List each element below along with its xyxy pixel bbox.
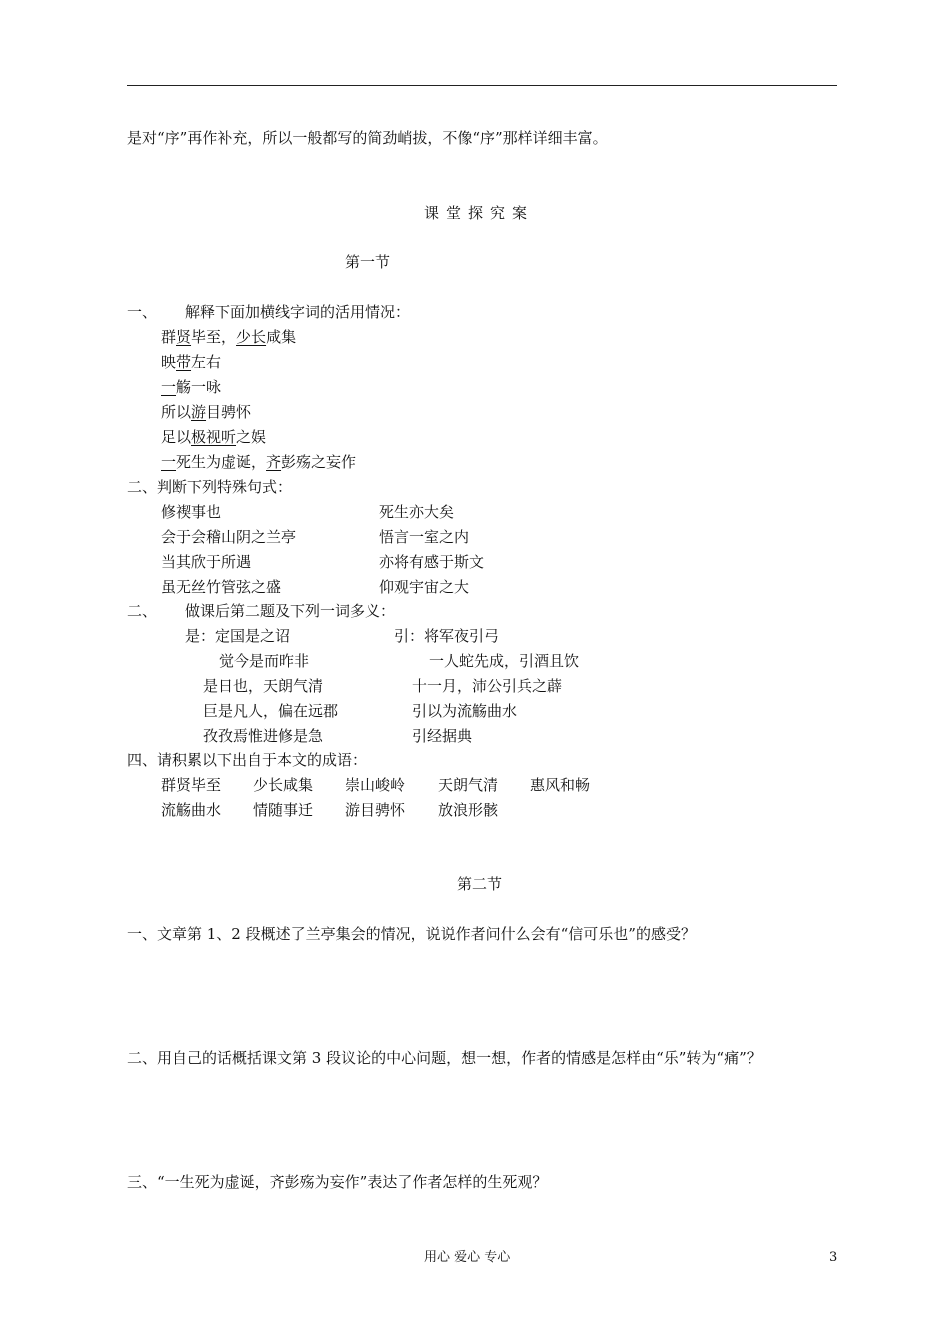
- polysemy-example: 孜孜焉惟进修是急: [203, 727, 324, 745]
- item-text: 群: [161, 328, 177, 346]
- underlined-term: 带: [176, 353, 192, 371]
- part1-heading: 第一节: [345, 253, 391, 271]
- underlined-term: 一: [161, 453, 177, 471]
- page-number: 3: [829, 1250, 838, 1265]
- intro-line: 是对“序”再作补充，所以一般都写的简劲峭拔，不像“序”那样详细丰富。: [127, 129, 608, 147]
- idiom: 少长咸集: [253, 776, 314, 794]
- idiom: 情随事迁: [253, 801, 314, 819]
- footer-motto: 用心 爱心 专心: [424, 1250, 511, 1265]
- item-text: 彭殇之妄作: [281, 453, 357, 471]
- underlined-term: 贤: [176, 328, 192, 346]
- item-text: 所以: [161, 403, 192, 421]
- polysemy-example: 引经据典: [412, 727, 473, 745]
- item-text: 左右: [191, 353, 222, 371]
- q3-number: 二、: [127, 602, 158, 620]
- underlined-term: 一: [161, 378, 177, 396]
- underlined-term: 齐: [266, 453, 282, 471]
- item-text: 死生为虚诞，: [176, 453, 267, 471]
- idiom: 惠风和畅: [530, 776, 591, 794]
- item-text: 咸集: [266, 328, 297, 346]
- header-rule: [127, 85, 837, 86]
- underlined-term: 少长: [236, 328, 267, 346]
- polysemy-example: 觉今是而昨非: [219, 652, 310, 670]
- underlined-term: 游: [191, 403, 207, 421]
- polysemy-example: 十一月，沛公引兵之薜: [412, 677, 563, 695]
- q1-item: [161, 352, 221, 372]
- idiom: 流觞曲水: [161, 801, 222, 819]
- q1-item: [161, 402, 251, 422]
- q2-sentence: 亦将有感于斯文: [379, 553, 485, 571]
- idiom: 天朗气清: [438, 776, 499, 794]
- item-text: 映: [161, 353, 177, 371]
- q1-number: 一、: [127, 303, 158, 321]
- part2-question-2: 二、用自己的话概括课文第 3 段议论的中心问题，想一想，作者的情感是怎样由“乐”转为“痛”？: [127, 1049, 762, 1067]
- part2-question-3: 三、“一生死为虚诞，齐彭殇为妄作”表达了作者怎样的生死观？: [127, 1173, 548, 1191]
- q1-item: [161, 452, 356, 472]
- idiom: 放浪形骸: [438, 801, 499, 819]
- item-text: 觞一咏: [176, 378, 222, 396]
- idiom: 崇山峻岭: [345, 776, 406, 794]
- q3-title: 做课后第二题及下列一词多义：: [185, 602, 396, 620]
- q2-sentence: 当其欣于所遇: [161, 553, 252, 571]
- q4-title: 四、请积累以下出自于本文的成语：: [127, 751, 368, 769]
- q2-sentence: 修禊事也: [161, 503, 222, 521]
- idiom: 游目骋怀: [345, 801, 406, 819]
- part2-heading: 第二节: [457, 875, 503, 893]
- item-text: 毕至，: [191, 328, 237, 346]
- item-text: 目骋怀: [206, 403, 252, 421]
- part2-question-1: 一、文章第 1、2 段概述了兰亭集会的情况，说说作者问什么会有“信可乐也”的感受？: [127, 925, 696, 943]
- q2-sentence: 死生亦大矣: [379, 503, 455, 521]
- polysemy-example: 引：将军夜引弓: [394, 627, 500, 645]
- polysemy-example: 一人蛇先成，引酒且饮: [429, 652, 580, 670]
- item-text: 足以: [161, 428, 192, 446]
- underlined-term: 极视听: [191, 428, 237, 446]
- q2-sentence: 悟言一室之内: [379, 528, 470, 546]
- q1-title: 解释下面加横线字词的活用情况：: [185, 303, 411, 321]
- q2-title: 二、判断下列特殊句式：: [127, 478, 293, 496]
- section-title: 课堂探究案: [424, 204, 535, 222]
- q2-sentence: 仰观宇宙之大: [379, 578, 470, 596]
- q2-sentence: 虽无丝竹管弦之盛: [161, 578, 282, 596]
- q1-item: [161, 377, 221, 397]
- q2-sentence: 会于会稽山阴之兰亭: [161, 528, 297, 546]
- item-text: 之娱: [236, 428, 267, 446]
- polysemy-example: 巨是凡人，偏在远郡: [203, 702, 339, 720]
- polysemy-example: 是日也，天朗气清: [203, 677, 324, 695]
- q1-item: [161, 427, 266, 447]
- polysemy-example: 引以为流觞曲水: [412, 702, 518, 720]
- idiom: 群贤毕至: [161, 776, 222, 794]
- polysemy-example: 是：定国是之诏: [185, 627, 291, 645]
- q1-item: [161, 327, 296, 347]
